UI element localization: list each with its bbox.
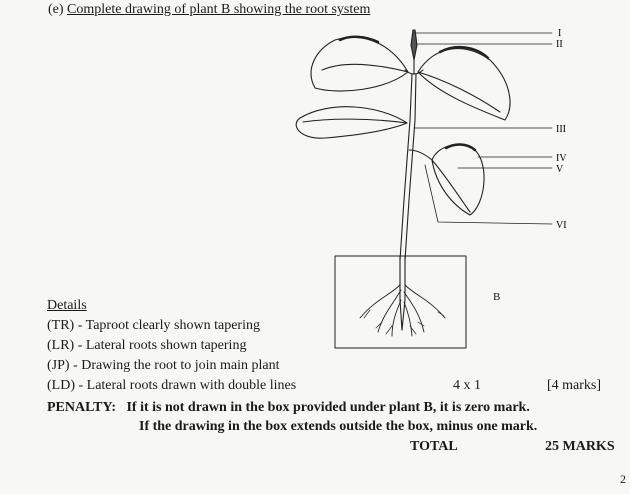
marks-total: [4 marks] bbox=[547, 378, 602, 393]
question-text: Complete drawing of plant B showing the root system bbox=[67, 2, 371, 17]
label-IV: IV bbox=[556, 153, 567, 164]
leaf-upper-right-vein bbox=[418, 72, 500, 112]
leader-I bbox=[415, 32, 552, 33]
lateral-root-2 bbox=[378, 290, 401, 332]
terminal-bud bbox=[411, 30, 417, 60]
leaf-lower-right-shade bbox=[446, 144, 475, 150]
box-label-B: B bbox=[493, 291, 501, 303]
stem-line-left bbox=[400, 74, 412, 260]
leaf-middle-left bbox=[296, 107, 407, 138]
penalty-line-2: If the drawing in the box extends outside the box, minus one mark. bbox=[139, 419, 538, 434]
label-I: I bbox=[558, 28, 562, 39]
penalty-line-1: PENALTY: If it is not drawn in the box provided under plant B, it is zero mark. bbox=[47, 400, 530, 415]
page-number: 2 bbox=[620, 472, 626, 486]
detail-item: (LD) - Lateral roots drawn with double lines bbox=[47, 378, 297, 393]
leader-VI bbox=[425, 165, 552, 224]
lateral-root-6 bbox=[404, 302, 412, 336]
leaf-lower-right bbox=[432, 145, 484, 215]
detail-item: (TR) - Taproot clearly shown tapering bbox=[47, 318, 260, 333]
total-value: 25 MARKS bbox=[545, 439, 615, 454]
lateral-root-3 bbox=[392, 300, 401, 336]
lateral-root-5 bbox=[404, 292, 424, 332]
question-prefix: (e) bbox=[48, 2, 68, 17]
leaf-upper-left-vein bbox=[322, 64, 408, 72]
marks-count: 4 x 1 bbox=[453, 378, 481, 393]
leaf-middle-left-vein bbox=[303, 119, 407, 123]
label-III: III bbox=[556, 124, 566, 135]
label-VI: VI bbox=[556, 220, 567, 231]
total-label: TOTAL bbox=[410, 439, 458, 454]
label-V: V bbox=[556, 164, 564, 175]
label-II: II bbox=[556, 39, 563, 50]
detail-item: (JP) - Drawing the root to join main plant bbox=[47, 358, 280, 373]
detail-item: (LR) - Lateral roots shown tapering bbox=[47, 338, 247, 353]
details-title: Details bbox=[47, 298, 87, 313]
